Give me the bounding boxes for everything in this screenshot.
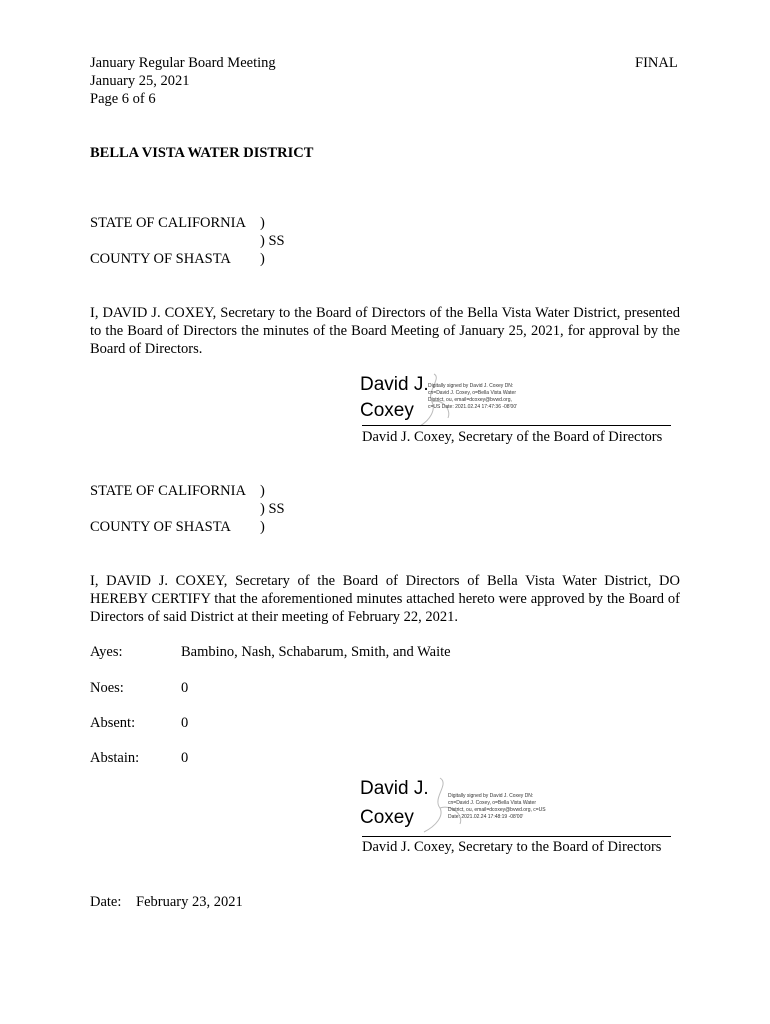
vote-value: 0 — [181, 680, 189, 696]
vote-value: 0 — [181, 715, 189, 731]
vote-label: Absent: — [90, 715, 136, 731]
meeting-date: January 25, 2021 — [90, 73, 190, 89]
venue-paren: ) — [260, 519, 265, 535]
digital-signature-2 — [360, 776, 680, 836]
vote-label: Ayes: — [90, 644, 123, 660]
digital-signature-details: Digitally signed by David J. Coxey DN: cn=David J. Coxey, o=Bella Vista Water District, ou, email=dcoxey@bvwd.org, c=US Date: 2021.02.24 17:48:19 -08'00' — [448, 793, 546, 820]
venue-paren: ) — [260, 483, 265, 499]
venue-state: STATE OF CALIFORNIA — [90, 215, 246, 231]
signature-name-line2: Coxey — [360, 807, 414, 828]
venue-paren: ) — [260, 251, 265, 267]
date-value: February 23, 2021 — [136, 894, 243, 910]
vote-value: Bambino, Nash, Schabarum, Smith, and Waite — [181, 644, 451, 660]
page-number: Page 6 of 6 — [90, 91, 156, 107]
venue-ss: ) SS — [260, 233, 285, 249]
vote-label: Abstain: — [90, 750, 140, 766]
signature-line — [362, 425, 671, 426]
presentation-paragraph: I, DAVID J. COXEY, Secretary to the Board of Directors of the Bella Vista Water District, presented to the Board of Directors the minutes of the Board Meeting of January 25, 2021, for approval by the Board of Directors. — [90, 305, 680, 357]
vote-label: Noes: — [90, 680, 124, 696]
vote-value: 0 — [181, 750, 189, 766]
org-title: BELLA VISTA WATER DISTRICT — [90, 145, 314, 161]
meeting-title: January Regular Board Meeting — [90, 55, 276, 71]
certification-paragraph: I, DAVID J. COXEY, Secretary of the Board of Directors of Bella Vista Water District, DO HEREBY CERTIFY that the aforementioned minutes attached hereto were approved by the Board of Directors of said District at their meeting of February 22, 2021. — [90, 573, 680, 625]
final-status: FINAL — [635, 55, 678, 71]
signature-caption: David J. Coxey, Secretary of the Board of Directors — [362, 429, 663, 445]
venue-ss: ) SS — [260, 501, 285, 517]
digital-signature-details: Digitally signed by David J. Coxey DN: cn=David J. Coxey, o=Bella Vista Water District, ou, email=dcoxey@bvwd.org, c=US Date: 2021.02.24 17:47:36 -08'00' — [428, 383, 518, 410]
signature-name-line1: David J. — [360, 374, 429, 395]
signature-caption: David J. Coxey, Secretary to the Board of Directors — [362, 839, 662, 855]
venue-state: STATE OF CALIFORNIA — [90, 483, 246, 499]
signature-name-line1: David J. — [360, 778, 429, 799]
signature-line — [362, 836, 671, 837]
signature-name-line2: Coxey — [360, 400, 414, 421]
date-label: Date: — [90, 894, 122, 910]
venue-county: COUNTY OF SHASTA — [90, 519, 231, 535]
venue-paren: ) — [260, 215, 265, 231]
venue-county: COUNTY OF SHASTA — [90, 251, 231, 267]
